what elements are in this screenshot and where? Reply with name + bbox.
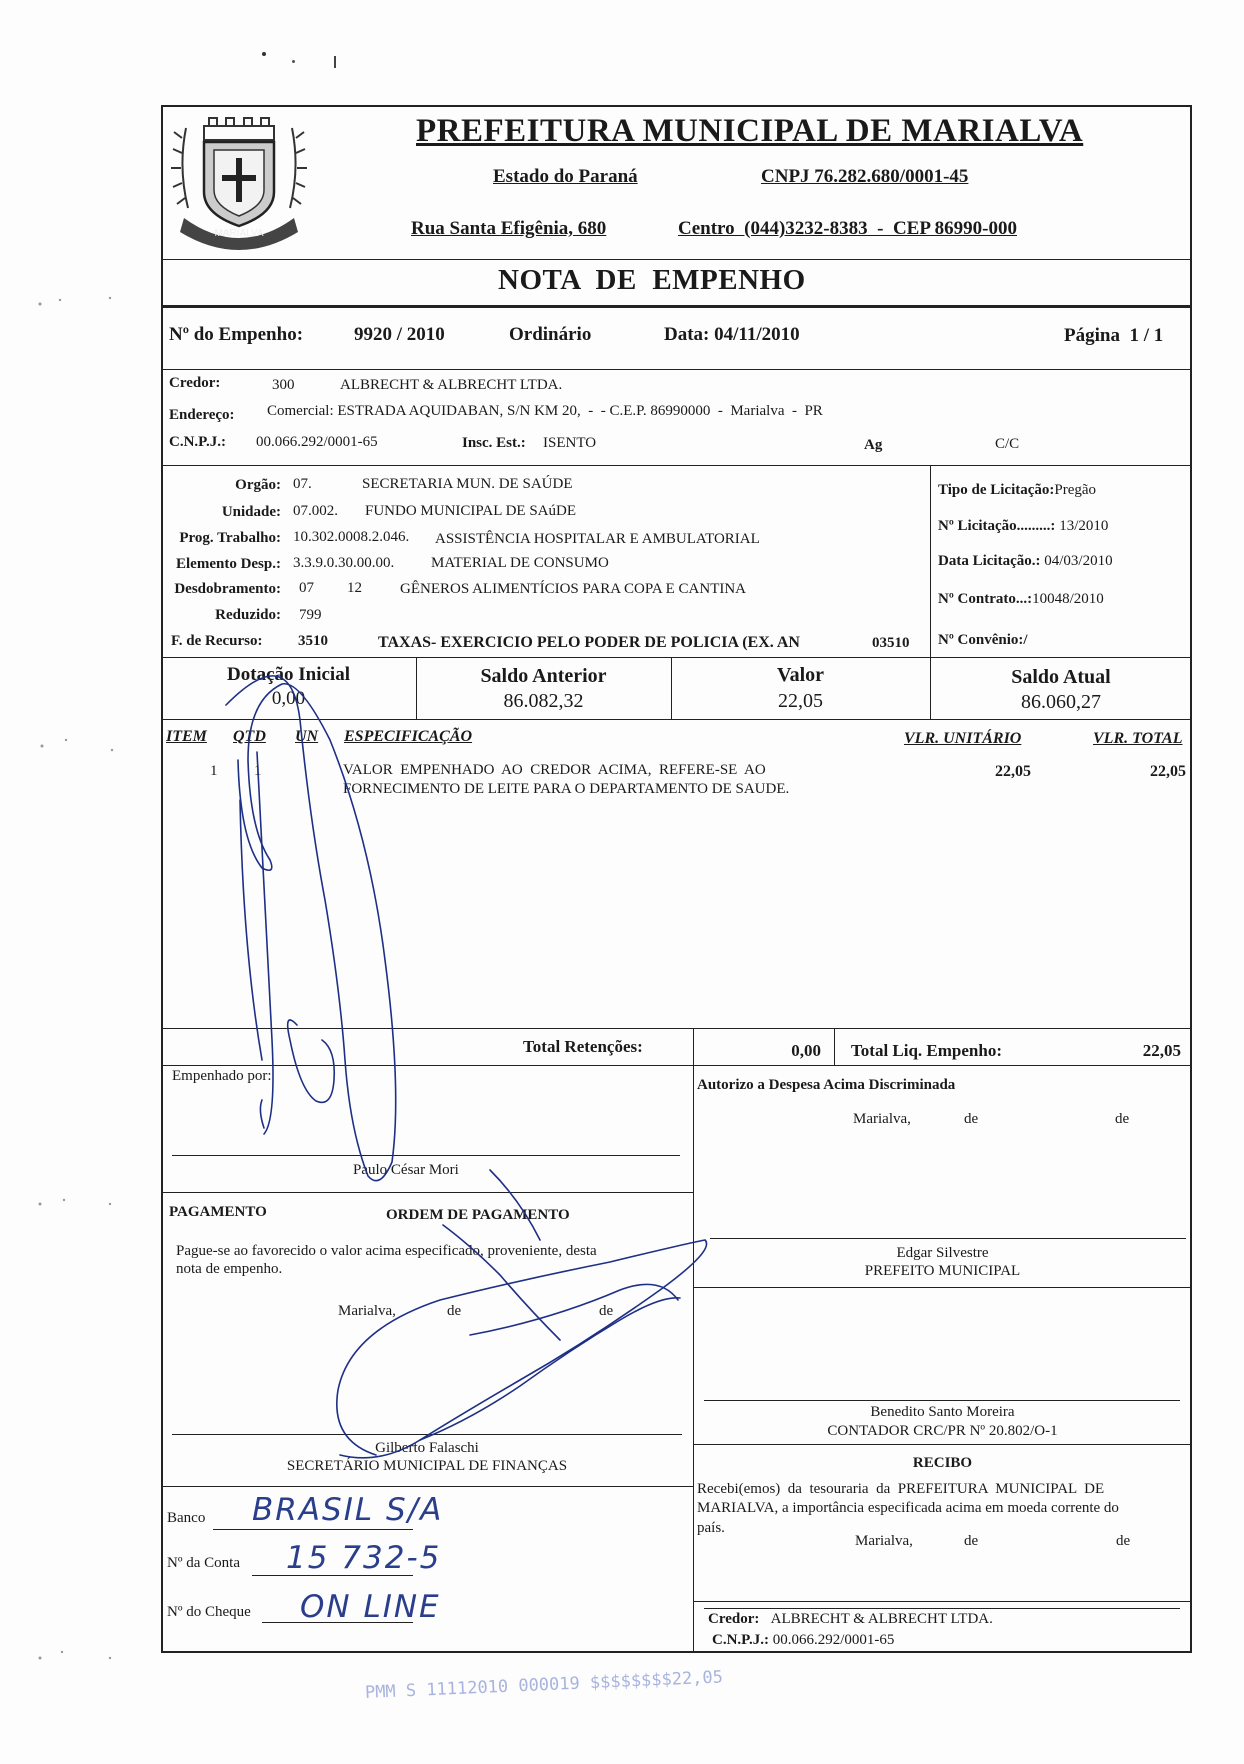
item-number: 1 [210, 763, 218, 779]
rule-info [161, 369, 1192, 370]
desdobramento-b: 12 [347, 580, 362, 596]
unidade-label: Unidade: [221, 504, 281, 520]
rule-title [161, 305, 1192, 308]
address-header: Rua Santa Efigênia, 680 [411, 218, 607, 239]
saldo-anterior-value: 86.082,32 [503, 690, 584, 712]
autorizo-de-2: de [1115, 1111, 1130, 1127]
contact-header: Centro (044)3232-8383 - CEP 86990-000 [678, 218, 1017, 239]
contrato-label: Nº Contrato...: [938, 591, 1033, 607]
tipo-licitacao-value: Pregão [1054, 482, 1097, 498]
banco-value: BRASIL S/A [252, 1492, 444, 1528]
rule-recibo [693, 1601, 1192, 1602]
empenhado-name: Paulo César Mori [353, 1162, 459, 1178]
recibo-credor-label: Credor: [708, 1611, 760, 1627]
scan-speck-2 [292, 60, 295, 63]
rule-dotacao [161, 657, 1192, 658]
item-vlr-total: 22,05 [1150, 763, 1186, 780]
autorizo-city: Marialva, [853, 1111, 911, 1127]
svg-text:MARIALVA: MARIALVA [214, 228, 264, 239]
page-number: Página 1 / 1 [1064, 325, 1164, 346]
fonte-name: TAXAS- EXERCICIO PELO PODER DE POLICIA (EX. AN [378, 634, 800, 651]
data-licitacao-value: 04/03/2010 [1044, 553, 1113, 569]
sig-line-empenhado [172, 1155, 680, 1156]
recibo-credor [708, 1611, 993, 1628]
col-totals [834, 1028, 835, 1065]
sig-line-contador [704, 1400, 1180, 1401]
rule-header [161, 259, 1192, 260]
cheque-label: Nº do Cheque [167, 1604, 251, 1620]
recibo-credor-value: ALBRECHT & ALBRECHT LTDA. [770, 1611, 993, 1627]
insc-value: ISENTO [543, 435, 597, 451]
col-especificacao: ESPECIFICAÇÃO [344, 728, 473, 745]
prog-code: 10.302.0008.2.046. [293, 529, 410, 545]
page-title: PREFEITURA MUNICIPAL DE MARIALVA [416, 113, 1084, 149]
elemento-name: MATERIAL DE CONSUMO [431, 555, 609, 571]
orgao-name: SECRETARIA MUN. DE SAÚDE [362, 476, 573, 492]
empenho-number: 9920 / 2010 [354, 324, 445, 345]
recibo-cnpj-label: C.N.P.J.: [712, 1632, 769, 1648]
cnpj-label: C.N.P.J.: [169, 434, 226, 450]
reduzido-value: 799 [299, 607, 322, 623]
elemento-label: Elemento Desp.: [176, 556, 281, 572]
empenho-label: Nº do Empenho: [169, 324, 304, 345]
unidade-code: 07.002. [293, 503, 338, 519]
conta-label: Nº da Conta [167, 1555, 240, 1571]
numero-licitacao-label: Nº Licitação.........: [938, 518, 1056, 534]
dotacao-inicial-label: Dotação Inicial [227, 664, 350, 685]
prefeito-title: PREFEITO MUNICIPAL [864, 1263, 1021, 1279]
rule-items [161, 1028, 1192, 1029]
conta-value: 15 732-5 [286, 1540, 442, 1576]
cnpj-header: CNPJ 76.282.680/0001-45 [761, 166, 969, 187]
recibo-cnpj [712, 1632, 894, 1649]
document-title: NOTA DE EMPENHO [498, 264, 806, 296]
convenio-label: Nº Convênio:/ [938, 632, 1028, 648]
recibo-de-2: de [1116, 1533, 1131, 1549]
sig-line-prefeito [710, 1238, 1186, 1239]
sig-line-secretario [172, 1434, 682, 1435]
recibo-de-1: de [964, 1533, 979, 1549]
recibo-sig-line [704, 1608, 1180, 1609]
recibo-city: Marialva, [855, 1533, 913, 1549]
fonte-number: 03510 [872, 635, 910, 651]
saldo-atual-label: Saldo Atual [1011, 666, 1111, 688]
credor-code: 300 [272, 377, 295, 393]
total-retencoes-label: Total Retenções: [523, 1037, 643, 1056]
saldo-atual-value: 86.060,27 [1021, 691, 1101, 713]
recibo-text-1: Recebi(emos) da tesouraria da PREFEITURA MUNICIPAL DE [697, 1481, 1105, 1497]
empenho-date: Data: 04/11/2010 [664, 324, 800, 345]
pagamento-text-2: nota de empenho. [176, 1261, 283, 1277]
recibo-cnpj-value: 00.066.292/0001-65 [772, 1632, 895, 1648]
item-vlr-unitario: 22,05 [995, 763, 1031, 780]
item-qtd: 1 [254, 763, 262, 779]
cnpj-value: 00.066.292/0001-65 [256, 434, 378, 450]
total-liquido-label: Total Liq. Empenho: [851, 1041, 1002, 1060]
rule-saldos [161, 719, 1192, 720]
state-label: Estado do Paraná [493, 166, 638, 187]
prog-label: Prog. Trabalho: [179, 530, 281, 546]
unidade-name: FUNDO MUNICIPAL DE SAúDE [365, 503, 576, 519]
contador-title: CONTADOR CRC/PR Nº 20.802/O-1 [827, 1423, 1058, 1439]
contador-name: Benedito Santo Moreira [870, 1404, 1015, 1420]
total-retencoes-value: 0,00 [791, 1041, 821, 1060]
rule-prefeito [693, 1287, 1192, 1288]
col-vlr-total: VLR. TOTAL [1093, 730, 1183, 747]
col-vlr-unitario: VLR. UNITÁRIO [904, 730, 1022, 747]
banco-line [213, 1529, 413, 1530]
col-item: ITEM [166, 728, 207, 745]
dotacao-inicial-value: 0,00 [271, 688, 306, 709]
col-licitacao [930, 465, 931, 657]
elemento-code: 3.3.9.0.30.00.00. [293, 555, 395, 571]
coat-of-arms-logo [164, 108, 314, 258]
empenhado-label: Empenhado por: [172, 1068, 272, 1084]
total-liquido-value: 22,05 [1142, 1041, 1181, 1060]
banco-label: Banco [167, 1510, 206, 1526]
empenho-type: Ordinário [509, 324, 592, 345]
recibo-text-3: país. [697, 1520, 725, 1536]
pagamento-city: Marialva, [338, 1303, 396, 1319]
authentication-stamp: PMM S 11112010 000019 $$$$$$$$22,05 [364, 1667, 724, 1703]
tipo-licitacao-label: Tipo de Licitação: [938, 482, 1055, 498]
scan-margin-marks [30, 280, 120, 1680]
data-licitacao-label: Data Licitação.: [938, 553, 1041, 569]
rule-totals [161, 1065, 1192, 1066]
desdobramento-name: GÊNEROS ALIMENTÍCIOS PARA COPA E CANTINA [400, 581, 747, 597]
autorizo-de-1: de [964, 1111, 979, 1127]
fonte-label: F. de Recurso: [171, 633, 263, 649]
desdobramento-a: 07 [299, 580, 314, 596]
numero-licitacao-value: 13/2010 [1059, 518, 1109, 534]
tipo-licitacao [938, 482, 1096, 499]
contrato [938, 591, 1104, 608]
endereco-value: Comercial: ESTRADA AQUIDABAN, S/N KM 20, - - C.E.P. 86990000 - Marialva - PR [267, 403, 823, 419]
pagamento-de-2: de [599, 1303, 614, 1319]
rule-contador [693, 1444, 1192, 1445]
secretario-name: Gilberto Falaschi [375, 1440, 479, 1456]
contrato-value: 10048/2010 [1032, 591, 1104, 607]
reduzido-label: Reduzido: [215, 607, 281, 623]
col-un: UN [295, 728, 319, 745]
item-desc-line-1: VALOR EMPENHADO AO CREDOR ACIMA, REFERE-SE AO [343, 762, 766, 778]
pagamento-de-1: de [447, 1303, 462, 1319]
data-licitacao [938, 553, 1113, 570]
prefeito-name: Edgar Silvestre [896, 1245, 989, 1261]
desdobramento-label: Desdobramento: [174, 581, 281, 597]
valor-value: 22,05 [778, 690, 823, 712]
saldo-anterior-label: Saldo Anterior [480, 665, 607, 687]
credor-label: Credor: [169, 375, 221, 391]
endereco-label: Endereço: [169, 407, 235, 423]
orgao-code: 07. [293, 476, 312, 492]
scan-speck-3 [334, 56, 336, 68]
pagamento-text-1: Pague-se ao favorecido o valor acima especificado, proveniente, desta [176, 1243, 597, 1259]
rule-empenhado [161, 1192, 693, 1193]
cc-label: C/C [995, 436, 1020, 452]
autorizo-label: Autorizo a Despesa Acima Discriminada [697, 1077, 956, 1093]
col-qtd: QTD [233, 728, 266, 745]
item-desc-line-2: FORNECIMENTO DE LEITE PARA O DEPARTAMENTO DE SAUDE. [343, 781, 790, 797]
valor-label: Valor [776, 664, 825, 686]
recibo-text-2: MARIALVA, a importância especificada acima em moeda corrente do [697, 1500, 1119, 1516]
cheque-value: ON LINE [300, 1589, 441, 1625]
ordem-pagamento-label: ORDEM DE PAGAMENTO [386, 1207, 570, 1223]
scan-speck-1 [262, 52, 266, 56]
col-bottom-split [693, 1028, 694, 1653]
prog-name: ASSISTÊNCIA HOSPITALAR E AMBULATORIAL [435, 531, 760, 547]
orgao-label: Orgão: [235, 477, 281, 493]
recibo-title: RECIBO [912, 1455, 973, 1471]
ag-label: Ag [864, 437, 883, 453]
fonte-code: 3510 [298, 633, 328, 649]
numero-licitacao [938, 518, 1108, 535]
secretario-title: SECRETÁRIO MUNICIPAL DE FINANÇAS [286, 1458, 568, 1474]
pagamento-label: PAGAMENTO [169, 1204, 267, 1220]
credor-name: ALBRECHT & ALBRECHT LTDA. [340, 377, 563, 393]
insc-label: Insc. Est.: [462, 435, 526, 451]
rule-credor [161, 465, 1192, 466]
rule-secretario [161, 1486, 693, 1487]
